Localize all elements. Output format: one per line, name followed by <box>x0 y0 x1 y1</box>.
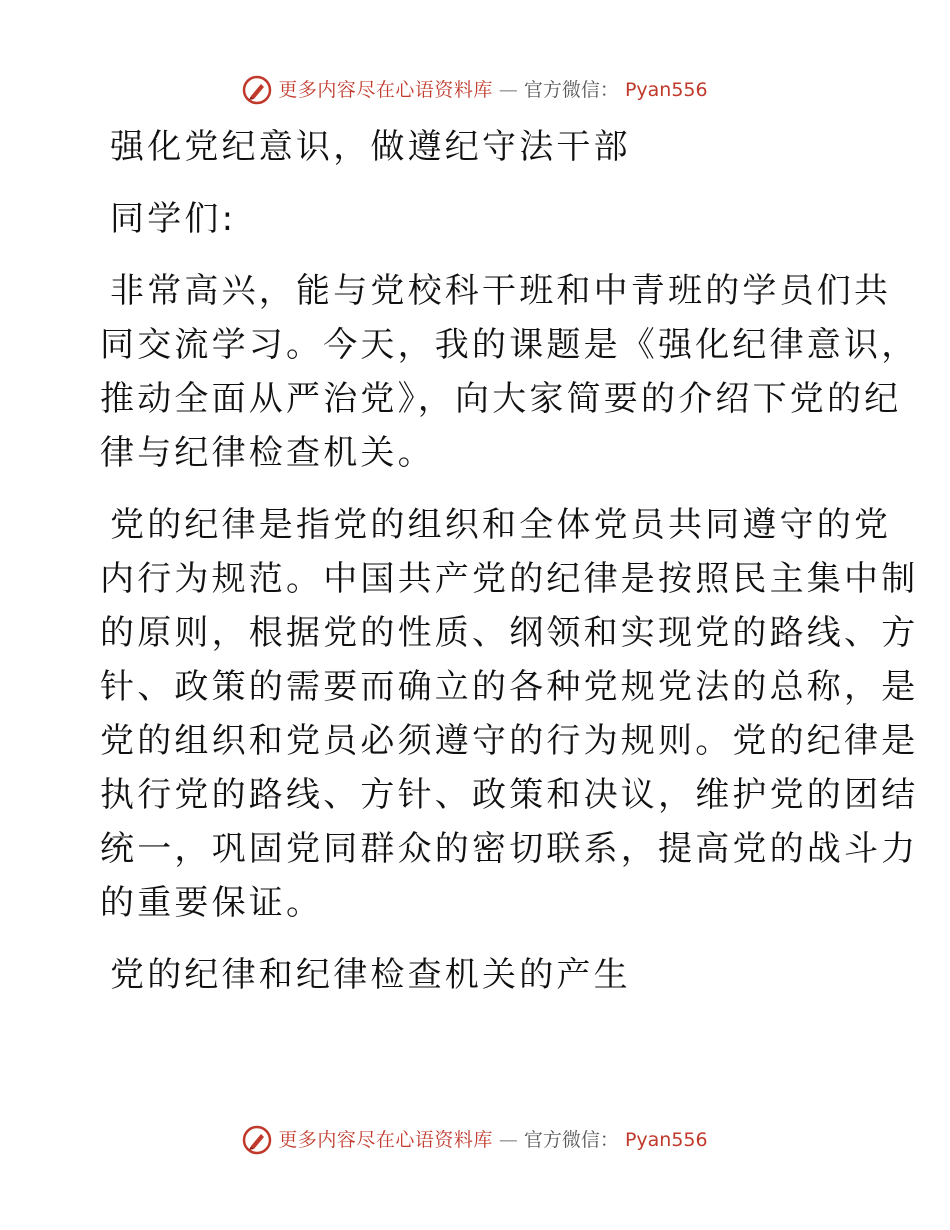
watermark-id: Pyan556 <box>624 1129 708 1151</box>
pen-logo-icon <box>242 75 272 105</box>
pen-logo-icon <box>242 1125 272 1155</box>
watermark-text: 更多内容尽在心语资料库 <box>278 79 493 101</box>
paragraph-line: 非常高兴，能与党校科干班和中青班的学员们共 <box>110 271 892 311</box>
watermark-separator: — <box>498 1129 518 1151</box>
salutation: 同学们: <box>110 199 237 239</box>
paragraph-line: 党的纪律是指党的组织和全体党员共同遵守的党 <box>110 505 892 545</box>
paragraph-line: 内行为规范。中国共产党的纪律是按照民主集中制 <box>100 559 919 599</box>
paragraph-line: 的原则，根据党的性质、纲领和实现党的路线、方 <box>100 613 919 653</box>
watermark-label: 官方微信： <box>523 1129 619 1151</box>
document-body <box>100 120 919 1002</box>
paragraph-line: 统一，巩固党同群众的密切联系，提高党的战斗力 <box>100 829 919 869</box>
paragraph-2 <box>100 498 919 930</box>
paragraph-line: 执行党的路线、方针、政策和决议，维护党的团结 <box>100 775 919 815</box>
watermark-id: Pyan556 <box>624 79 708 101</box>
paragraph-line: 同交流学习。今天，我的课题是《强化纪律意识， <box>100 325 919 365</box>
paragraph-1 <box>100 264 919 480</box>
section-heading: 党的纪律和纪律检查机关的产生 <box>110 955 631 995</box>
document-title: 强化党纪意识，做遵纪守法干部 <box>110 127 631 167</box>
watermark-text: 更多内容尽在心语资料库 <box>278 1129 493 1151</box>
paragraph-line: 针、政策的需要而确立的各种党规党法的总称，是 <box>100 667 919 707</box>
paragraph-line: 推动全面从严治党》，向大家简要的介绍下党的纪 <box>100 379 902 419</box>
watermark-separator: — <box>498 79 518 101</box>
footer-watermark <box>0 1124 950 1156</box>
header-watermark <box>0 74 950 106</box>
paragraph-line: 党的组织和党员必须遵守的行为规则。党的纪律是 <box>100 721 919 761</box>
watermark-label: 官方微信： <box>523 79 619 101</box>
paragraph-line: 律与纪律检查机关。 <box>100 433 435 473</box>
paragraph-line: 的重要保证。 <box>100 883 324 923</box>
